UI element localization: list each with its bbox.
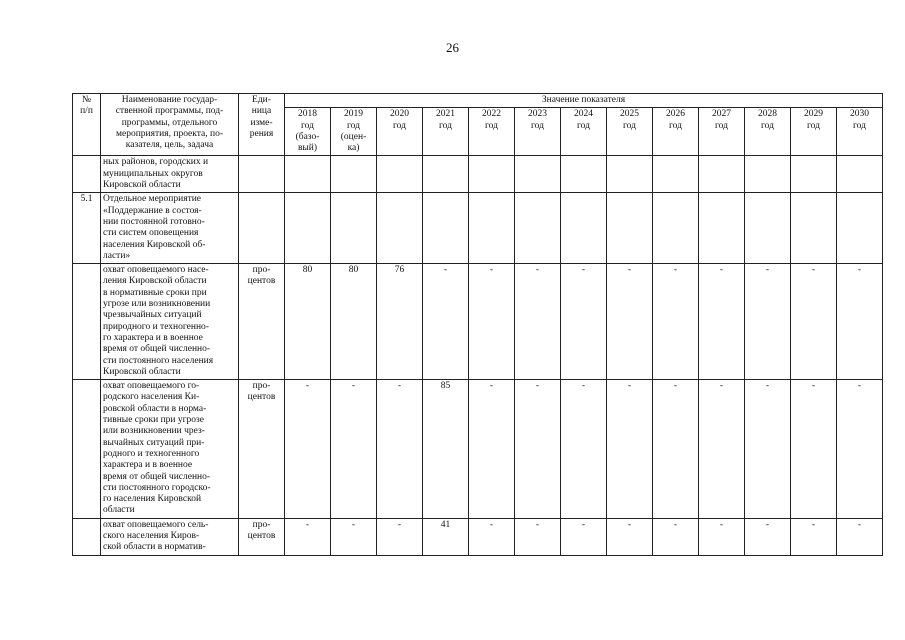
row-value xyxy=(791,156,837,193)
row-value xyxy=(561,156,607,193)
row-value: - xyxy=(469,380,515,519)
header-year: 2019 год (оцен- ка) xyxy=(331,108,377,156)
row-value: - xyxy=(791,518,837,555)
row-value: 80 xyxy=(285,264,331,380)
row-value: - xyxy=(699,264,745,380)
row-value: - xyxy=(561,380,607,519)
row-value: - xyxy=(607,518,653,555)
header-year: 2029 год xyxy=(791,108,837,156)
row-value xyxy=(285,193,331,264)
row-value: - xyxy=(699,380,745,519)
row-value xyxy=(653,193,699,264)
row-num xyxy=(73,380,101,519)
row-value xyxy=(837,156,883,193)
row-value: - xyxy=(837,518,883,555)
row-unit: про- центов xyxy=(239,264,285,380)
row-value: - xyxy=(285,380,331,519)
row-value xyxy=(423,156,469,193)
row-value: - xyxy=(745,264,791,380)
row-value xyxy=(469,193,515,264)
row-name: Отдельное мероприятие «Поддержание в состоя- нии постоянной готовно- сти систем оповещения населения Кировской об- ласти» xyxy=(101,193,239,264)
row-unit: про- центов xyxy=(239,380,285,519)
row-value xyxy=(377,193,423,264)
header-year: 2023 год xyxy=(515,108,561,156)
row-value: - xyxy=(515,264,561,380)
row-value xyxy=(377,156,423,193)
row-value: - xyxy=(745,380,791,519)
header-year: 2024 год xyxy=(561,108,607,156)
row-value: - xyxy=(285,518,331,555)
row-value: - xyxy=(837,264,883,380)
header-row-1 xyxy=(73,94,883,108)
row-value: - xyxy=(653,264,699,380)
row-value: - xyxy=(423,264,469,380)
table-row xyxy=(73,380,883,519)
row-name: охват оповещаемого насе- ления Кировской области в нормативные сроки при угрозе или возникновении чрезвычайных ситуаций природного и техногенно- го характера и в военное время от общей численно- сти постоянного населения Кировской области xyxy=(101,264,239,380)
row-num: 5.1 xyxy=(73,193,101,264)
row-value: - xyxy=(515,380,561,519)
row-value: - xyxy=(791,380,837,519)
row-num xyxy=(73,264,101,380)
header-year: 2030 год xyxy=(837,108,883,156)
row-value xyxy=(515,193,561,264)
row-name: охват оповещаемого сель- ского населения Киров- ской области в норматив- xyxy=(101,518,239,555)
row-value: - xyxy=(745,518,791,555)
header-year: 2021 год xyxy=(423,108,469,156)
row-value xyxy=(699,193,745,264)
row-value xyxy=(331,156,377,193)
row-value: - xyxy=(699,518,745,555)
row-name: охват оповещаемого го- родского населения Ки- ровской области в норма- тивные сроки при угрозе или возникновении чрез- вычайных ситуаций при- родного и техногенного характера и в военное время от общей численно- сти постоянного городско- го населения Кировской области xyxy=(101,380,239,519)
table-row xyxy=(73,518,883,555)
row-unit xyxy=(239,156,285,193)
row-value xyxy=(653,156,699,193)
row-unit xyxy=(239,193,285,264)
row-value: 76 xyxy=(377,264,423,380)
header-num: № п/п xyxy=(73,94,101,156)
row-value: 80 xyxy=(331,264,377,380)
row-value xyxy=(561,193,607,264)
header-year: 2027 год xyxy=(699,108,745,156)
row-value xyxy=(837,193,883,264)
row-value: 41 xyxy=(423,518,469,555)
header-unit: Еди- ница изме- рения xyxy=(239,94,285,156)
row-value: - xyxy=(469,518,515,555)
row-value: - xyxy=(837,380,883,519)
row-value: - xyxy=(653,518,699,555)
row-value xyxy=(331,193,377,264)
row-value xyxy=(469,156,515,193)
header-year: 2025 год xyxy=(607,108,653,156)
row-value xyxy=(607,156,653,193)
row-value: - xyxy=(653,380,699,519)
row-num xyxy=(73,518,101,555)
row-value xyxy=(515,156,561,193)
row-value: - xyxy=(377,518,423,555)
row-value xyxy=(699,156,745,193)
row-value: - xyxy=(607,380,653,519)
header-year: 2018 год (базо- вый) xyxy=(285,108,331,156)
row-value xyxy=(607,193,653,264)
row-value: - xyxy=(377,380,423,519)
header-year: 2028 год xyxy=(745,108,791,156)
row-value: - xyxy=(515,518,561,555)
header-year: 2020 год xyxy=(377,108,423,156)
header-year: 2026 год xyxy=(653,108,699,156)
row-value: - xyxy=(331,518,377,555)
table-row xyxy=(73,156,883,193)
row-value xyxy=(745,193,791,264)
row-value xyxy=(285,156,331,193)
header-name: Наименование государ- ственной программы, под- программы, отдельного мероприятия, проекта, по- казателя, цель, задача xyxy=(101,94,239,156)
header-value-group: Значение показателя xyxy=(285,94,883,108)
row-unit: про- центов xyxy=(239,518,285,555)
table-row xyxy=(73,264,883,380)
row-num xyxy=(73,156,101,193)
indicator-table xyxy=(72,93,883,556)
row-value xyxy=(745,156,791,193)
row-value: - xyxy=(561,518,607,555)
table-row xyxy=(73,193,883,264)
row-value: 85 xyxy=(423,380,469,519)
row-value: - xyxy=(561,264,607,380)
page-number: 26 xyxy=(446,40,459,55)
row-value: - xyxy=(791,264,837,380)
row-value: - xyxy=(607,264,653,380)
row-value xyxy=(423,193,469,264)
row-value: - xyxy=(469,264,515,380)
row-value: - xyxy=(331,380,377,519)
row-value xyxy=(791,193,837,264)
row-name: ных районов, городских и муниципальных округов Кировской области xyxy=(101,156,239,193)
header-year: 2022 год xyxy=(469,108,515,156)
